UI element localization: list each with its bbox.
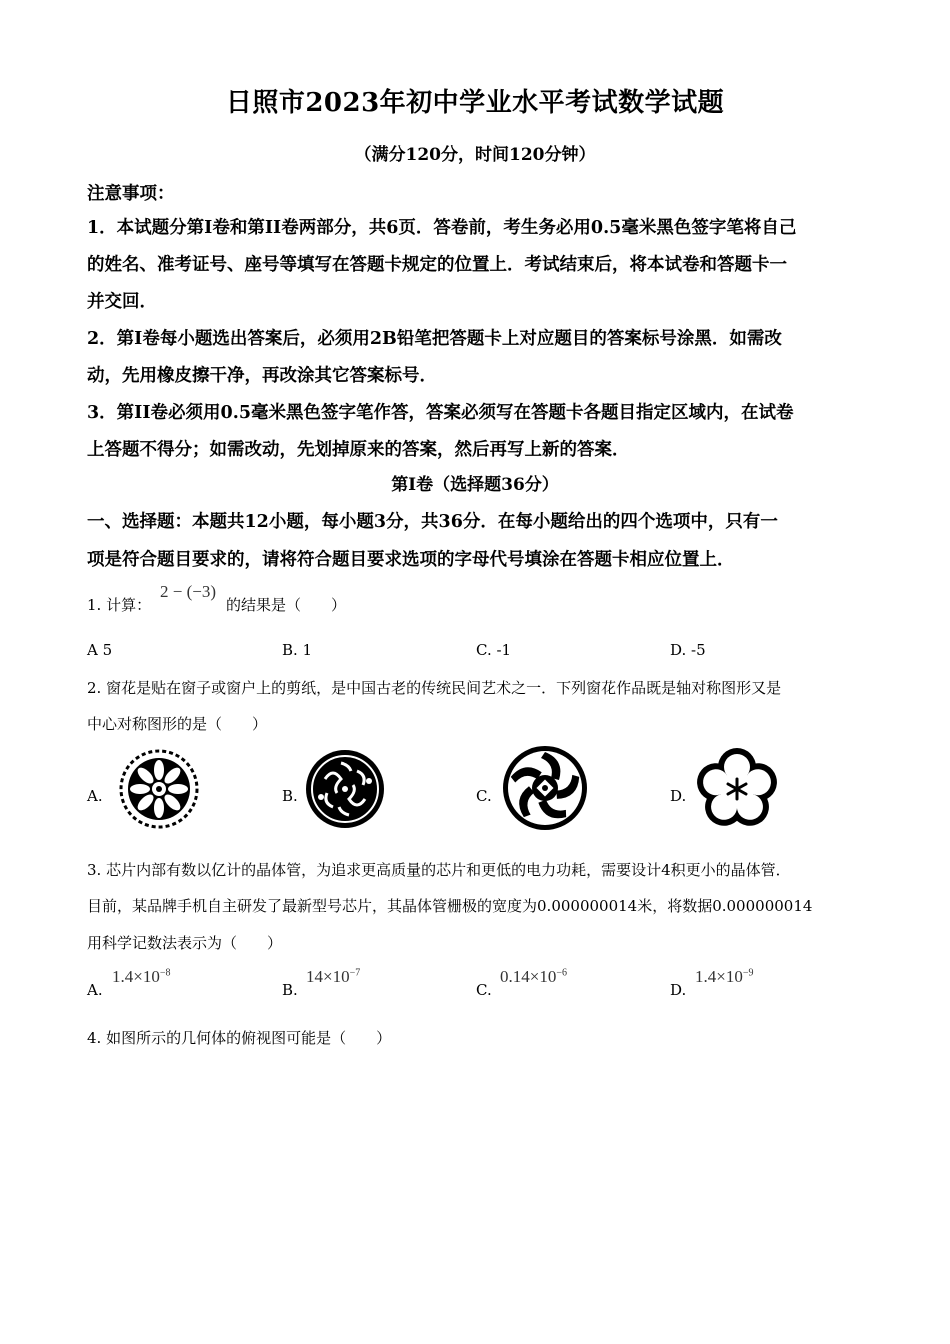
- q1-option-d[interactable]: D. -5: [670, 641, 706, 659]
- page-subtitle: （满分120分，时间120分钟）: [354, 145, 596, 165]
- section-title: 第I卷（选择题36分）: [391, 475, 559, 495]
- section-intro-line: 一、选择题：本题共12小题，每小题3分，共36分．在每小题给出的四个选项中，只有一: [87, 512, 778, 532]
- q3-option-b-label[interactable]: B.: [282, 981, 298, 999]
- q1-suffix: 的结果是（ ）: [226, 596, 347, 614]
- q1-expression: 2 − (−3): [160, 582, 216, 601]
- q3-text-line: 目前，某品牌手机自主研发了最新型号芯片，其晶体管栅极的宽度为0.000000014米，将数据0.000000014: [87, 897, 813, 915]
- q2-option-b-label[interactable]: B.: [282, 787, 298, 805]
- page-title: 日照市2023年初中学业水平考试数学试题: [225, 88, 725, 118]
- q1-option-b[interactable]: B. 1: [282, 641, 313, 659]
- q3-option-a-value: $1.4\times 10^{-8}$: [112, 967, 171, 986]
- paper-cut-flower-mandala-icon: [118, 748, 200, 830]
- q3-text-line: 用科学记数法表示为（ ）: [87, 934, 283, 952]
- paper-cut-scroll-circle-icon: [304, 748, 386, 830]
- notice-line: 动，先用橡皮擦干净，再改涂其它答案标号．: [87, 366, 437, 386]
- q3-option-d-label[interactable]: D.: [670, 981, 687, 999]
- notice-line: 1．本试题分第I卷和第II卷两部分，共6页．答卷前，考生务必用0.5毫米黑色签字笔将自己: [87, 218, 797, 238]
- notice-heading: 注意事项：: [87, 184, 175, 204]
- q3-option-c-value: $0.14\times 10^{-6}$: [500, 967, 567, 986]
- paper-cut-plum-blossom-icon: [694, 746, 780, 832]
- q4-text: 4. 如图所示的几何体的俯视图可能是（ ）: [87, 1029, 392, 1047]
- q3-option-d-value: $1.4\times 10^{-9}$: [695, 967, 754, 986]
- notice-line: 并交回．: [87, 292, 157, 312]
- q2-option-c-label[interactable]: C.: [476, 787, 492, 805]
- q1-option-c[interactable]: C. -1: [476, 641, 512, 659]
- q2-text-line: 中心对称图形的是（ ）: [87, 715, 268, 733]
- paper-cut-spiral-circle-icon: [500, 743, 590, 833]
- q3-option-a-label[interactable]: A.: [87, 981, 103, 999]
- notice-line: 2．第I卷每小题选出答案后，必须用2B铅笔把答题卡上对应题目的答案标号涂黑．如需改: [87, 329, 782, 349]
- q3-option-b-value: $14\times 10^{-7}$: [306, 967, 361, 986]
- q3-option-c-label[interactable]: C.: [476, 981, 492, 999]
- q1-option-a[interactable]: A 5: [87, 641, 113, 659]
- q3-text-line: 3. 芯片内部有数以亿计的晶体管，为追求更高质量的芯片和更低的电力功耗，需要设计4积更小的晶体管．: [87, 861, 791, 879]
- notice-line: 3．第II卷必须用0.5毫米黑色签字笔作答，答案必须写在答题卡各题目指定区域内，在试卷: [87, 403, 794, 423]
- q2-text-line: 2. 窗花是贴在窗子或窗户上的剪纸，是中国古老的传统民间艺术之一．下列窗花作品既是轴对称图形又是: [87, 679, 782, 697]
- q1-prefix: 1. 计算：: [87, 596, 152, 614]
- section-intro-line: 项是符合题目要求的，请将符合题目要求选项的字母代号填涂在答题卡相应位置上．: [87, 550, 735, 570]
- notice-line: 上答题不得分；如需改动，先划掉原来的答案，然后再写上新的答案．: [87, 440, 630, 460]
- q2-option-d-label[interactable]: D.: [670, 787, 687, 805]
- notice-line: 的姓名、准考证号、座号等填写在答题卡规定的位置上．考试结束后，将本试卷和答题卡一: [87, 255, 787, 275]
- q2-option-a-label[interactable]: A.: [87, 787, 103, 805]
